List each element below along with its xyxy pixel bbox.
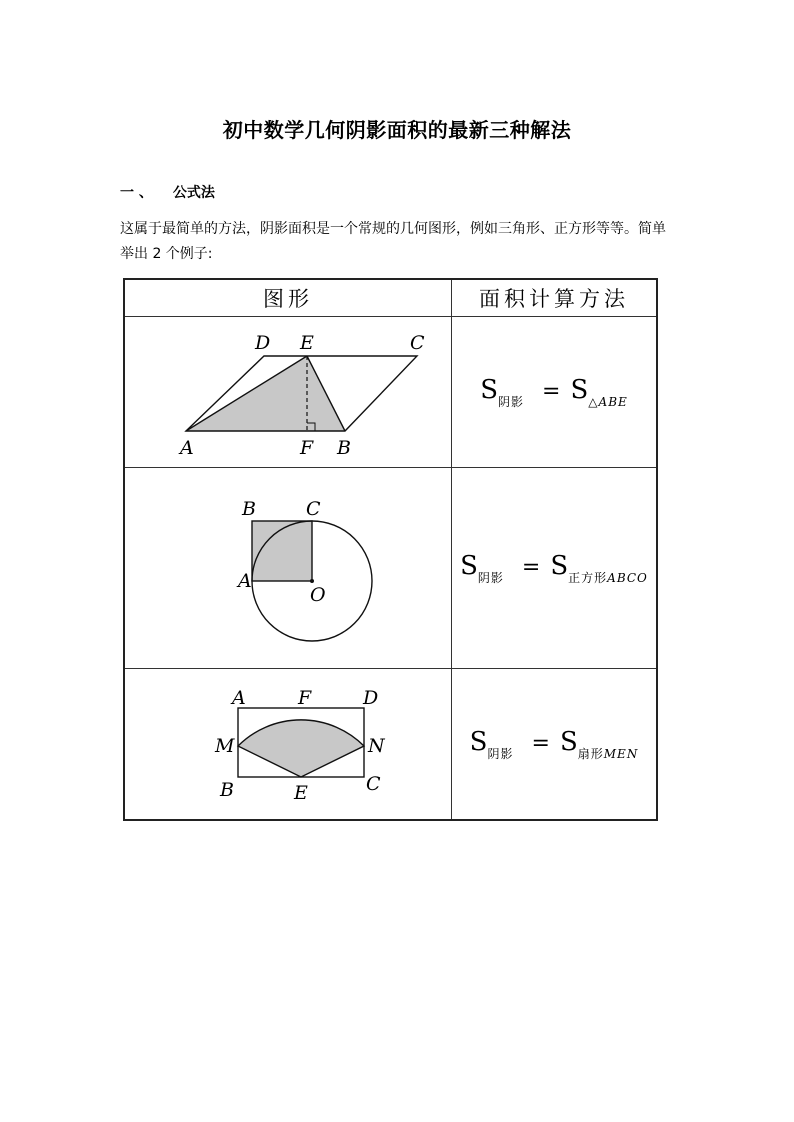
figure-cell-sector	[124, 669, 452, 821]
shaded-sector-men	[238, 720, 364, 777]
figure-cell-square-circle	[124, 468, 452, 669]
formula-cell-1	[452, 317, 658, 468]
section-label: 公式法	[172, 185, 215, 201]
formula-rhs-sub: ABCO	[607, 570, 648, 585]
figure-cell-parallelogram	[124, 317, 452, 468]
formula-lhs-sub: 阴影	[498, 394, 525, 409]
table-row	[124, 669, 657, 821]
label-d: D	[363, 687, 379, 709]
formula-lhs: S	[469, 726, 488, 757]
label-d: D	[255, 332, 271, 354]
label-b: B	[242, 498, 256, 520]
intro-paragraph: 这属于最简单的方法，阴影面积是一个常规的几何图形，例如三角形、正方形等等。简单举出 2 个例子:	[120, 221, 666, 262]
formula-cell-2	[452, 468, 658, 669]
square-circle-figure	[138, 469, 438, 667]
label-c: C	[366, 773, 381, 795]
label-a: A	[232, 687, 246, 709]
formula-equals: =	[521, 554, 541, 580]
section-heading	[120, 182, 215, 202]
formula-lhs-sub: 阴影	[477, 570, 504, 585]
shaded-square-abco	[252, 521, 312, 581]
formula-table	[123, 278, 658, 821]
section-number: 一 、	[120, 185, 153, 201]
formula-table-wrap	[123, 278, 658, 816]
formula-rhs: S	[559, 726, 578, 757]
formula-rhs-sub-prefix: △	[588, 394, 599, 409]
formula-equals: =	[531, 730, 550, 756]
label-a: A	[238, 570, 252, 592]
center-point-o	[310, 579, 314, 583]
sector-figure	[138, 670, 438, 818]
table-row	[124, 317, 657, 468]
label-b: B	[220, 779, 234, 801]
formula-cell-3	[452, 669, 658, 821]
formula-rhs-sub: MEN	[603, 746, 639, 761]
formula-equals: =	[542, 378, 561, 404]
label-c: C	[410, 332, 425, 354]
label-o: O	[310, 584, 326, 606]
label-b: B	[337, 437, 351, 459]
header-method: 面积计算方法	[452, 279, 658, 317]
label-e: E	[300, 332, 314, 354]
formula-rhs-sub: ABE	[598, 394, 628, 409]
parallelogram-figure	[138, 318, 438, 466]
shaded-triangle-abe	[186, 356, 345, 431]
label-e: E	[294, 782, 308, 804]
header-figure: 图形	[124, 279, 452, 317]
label-c: C	[306, 498, 321, 520]
page-title: 初中数学几何阴影面积的最新三种解法	[222, 118, 572, 142]
label-m: M	[215, 735, 235, 757]
formula-rhs: S	[570, 374, 589, 405]
formula-rhs-sub-prefix: 正方形	[568, 570, 608, 585]
label-f: F	[300, 437, 314, 459]
formula-lhs-sub: 阴影	[487, 746, 514, 761]
formula-lhs: S	[480, 374, 499, 405]
formula-rhs-sub-prefix: 扇形	[577, 746, 604, 761]
table-row	[124, 468, 657, 669]
formula-lhs: S	[460, 550, 478, 581]
formula-rhs: S	[550, 550, 569, 581]
label-n: N	[368, 735, 385, 757]
label-f: F	[298, 687, 312, 709]
label-a: A	[180, 437, 194, 459]
table-header-row	[124, 279, 657, 317]
